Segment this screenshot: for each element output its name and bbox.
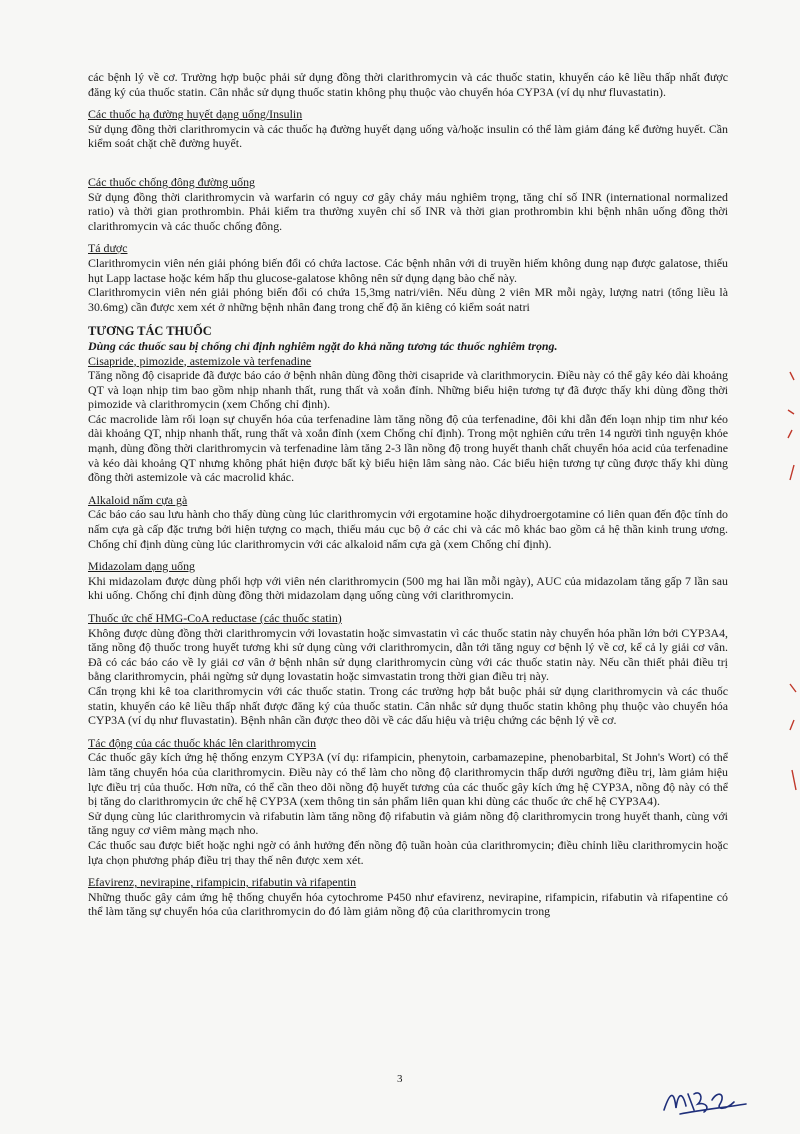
hmgcoa-section [88,611,728,728]
handwritten-signature [660,1080,750,1120]
ergot-section [88,493,728,551]
efavirenz-section [88,875,728,919]
paragraph: Không được dùng đồng thời clarithromycin với lovastatin hoặc simvastatin vì các thuốc statin này chuyển hóa phần lớn bởi CYP3A4, tăng nồng độ thuốc trong huyết tương khi sử dụng cùng với clarithromycin, dẫn tới tăng nguy cơ bệnh lý về cơ, kể cả ly giải cơ vân. Đã có các báo cáo về ly giải cơ vân ở bệnh nhân sử dụng clarithromycin cùng với các thuốc statin này. Nếu cần thiết phải điều trị bằng clarithromycin, phải ngừng sử dụng lovastatin hoặc simvastatin trong thời gian điều trị này. [88,625,728,684]
other-effects-section [88,736,728,867]
section-heading: Alkaloid nấm cựa gà [88,492,188,507]
paragraph: Sử dụng cùng lúc clarithromycin và rifabutin làm tăng nồng độ rifabutin và giảm nồng độ clarithromycin trong huyết thanh, cùng với tăng nguy cơ viêm màng mạch nho. [88,808,728,838]
section-heading: Các thuốc hạ đường huyết dạng uống/Insulin [88,107,303,122]
interactions-section [88,324,728,353]
margin-stamp-mark [782,370,798,490]
paragraph: Các báo cáo sau lưu hành cho thấy dùng cùng lúc clarithromycin với ergotamine hoặc dihydroergotamine có liên quan đến độc tính do nấm cựa gà cấp đặc trưng bởi hiện tượng co mạch, thiếu máu cục bộ ở các chi và các mô khác bao gồm cả hệ thần kinh trung ương. Chống chỉ định dùng cùng lúc clarithromycin với các alkaloid nấm cựa gà (xem Chống chỉ định). [88,507,728,551]
anticoagulant-section [88,175,728,233]
margin-stamp-mark [784,680,798,800]
section-heading: Các thuốc chống đông đường uống [88,174,255,189]
page-number: 3 [397,1073,403,1085]
sub-heading: Dùng các thuốc sau bị chống chỉ định nghiêm ngặt do khả năng tương tác thuốc nghiêm trọng. [88,338,558,353]
paragraph: Các macrolide làm rối loạn sự chuyển hóa của terfenadine làm tăng nồng độ của terfenadine, đôi khi dẫn đến loạn nhịp tim như kéo dài khoảng QT, nhịp nhanh thất, rung thất và xoắn đỉnh (xem Chống chỉ định). Trong một nghiên cứu trên 14 người tình nguyện khỏe mạnh, dùng đồng thời clarithromycin và terfenadine làm tăng 2-3 lần nồng độ trong huyết thanh chất chuyển hóa acid của terfenadine và kéo dài khoảng QT nhưng không phát hiện được bất kỳ biểu hiện lâm sàng nào. Các biểu hiện tương tự cũng được thấy khi dùng đồng thời astemizole và các macrolid khác. [88,411,728,485]
paragraph: Các thuốc gây kích ứng hệ thống enzym CYP3A (ví dụ: rifampicin, phenytoin, carbamazepine, phenobarbital, St John's Wort) có thể làm tăng chuyển hóa của clarithromycin. Điều này có thể làm cho nồng độ clarithromycin thấp dưới ngưỡng điều trị, làm giảm hiệu lực điều trị của thuốc. Hơn nữa, có thể cần theo dõi nồng độ huyết tương của các thuốc gây kích ứng hệ CYP3A, nồng độ này có thể bị tăng do clarithromycin ức chế hệ CYP3A (xem thông tin sản phẩm liên quan khi dùng các thuốc ức chế hệ CYP3A4). [88,750,728,809]
document-page [88,70,728,919]
statin-continued-section [88,70,728,99]
section-heading: Tá dược [88,241,128,256]
paragraph: Clarithromycin viên nén giải phóng biến đổi có chứa 15,3mg natri/viên. Nếu dùng 2 viên MR mỗi ngày, lượng natri (tổng liều là 30.6mg) cần được xem xét ở những bệnh nhân đang trong chế độ ăn kiêng có kiểm soát natri [88,285,728,314]
section-heading: Efavirenz, nevirapine, rifampicin, rifabutin và rifapentin [88,875,357,890]
paragraph: Tăng nồng độ cisapride đã được báo cáo ở bệnh nhân dùng đồng thời cisapride và clarithmorycin. Điều này có thể gây kéo dài khoảng QT và loạn nhịp tim bao gồm nhịp nhanh thất, rung thất và xoắn đỉnh. Những biểu hiện tương tự đã được thấy khi dùng đồng thời pimozide và clarithromycin (xem Chống chỉ định). [88,368,728,412]
paragraph: Sử dụng đồng thời clarithromycin và warfarin có nguy cơ gây chảy máu nghiêm trọng, tăng chỉ số INR (international normalized ratio) và thời gian prothrombin. Phải kiểm tra thường xuyên chỉ số INR và thời gian prothrombin khi bệnh nhân uống đồng thời clarithromycin và các thuốc chống đông. [88,189,728,233]
paragraph: Những thuốc gây cảm ứng hệ thống chuyển hóa cytochrome P450 như efavirenz, nevirapine, rifampicin, rifabutin và rifapentine có thể làm tăng sự chuyển hóa của clarithromycin do đó làm giảm nồng độ của clarithromycin trong [88,889,728,919]
paragraph: Sử dụng đồng thời clarithromycin và các thuốc hạ đường huyết dạng uống và/hoặc insulin có thể làm giảm đáng kể đường huyết. Cần kiểm soát chặt chẽ đường huyết. [88,121,728,151]
paragraph: Clarithromycin viên nén giải phóng biến đổi có chứa lactose. Các bệnh nhân với di truyền hiếm không dung nạp được galatose, thiếu hụt Lapp lactase hoặc kém hấp thu glucose-galatose không nên sử dụng dạng bào chế này. [88,255,728,285]
paragraph: Các thuốc sau được biết hoặc nghi ngờ có ảnh hưởng đến nồng độ tuần hoàn của clarithromycin; điều chỉnh liều clarithromycin hoặc lựa chọn phương pháp điều trị thay thế nên được xem xét. [88,837,728,867]
section-heading: Tác động của các thuốc khác lên clarithromycin [88,735,317,750]
section-heading: Thuốc ức chế HMG-CoA reductase (các thuốc statin) [88,611,342,625]
cisapride-section [88,354,728,485]
paragraph: Khi midazolam được dùng phối hợp với viên nén clarithromycin (500 mg hai lần mỗi ngày), AUC của midazolam tăng gấp 7 lần sau khi uống. Chống chỉ định dùng đồng thời midazolam dạng uống cùng với clarithromycin. [88,573,728,603]
main-heading: TƯƠNG TÁC THUỐC [88,324,212,339]
excipients-section [88,241,728,314]
paragraph: các bệnh lý về cơ. Trường hợp buộc phải sử dụng đồng thời clarithromycin và các thuốc statin, khuyến cáo kê liều thấp nhất được đăng ký của thuốc statin. Cân nhắc sử dụng thuốc statin không phụ thuộc vào chuyển hóa CYP3A (ví dụ như fluvastatin). [88,70,728,99]
section-heading: Cisapride, pimozide, astemizole và terfenadine [88,353,312,368]
midazolam-section [88,559,728,603]
paragraph: Cẩn trọng khi kê toa clarithromycin với các thuốc statin. Trong các trường hợp bắt buộc phải sử dụng clarithromycin và các thuốc statin, khuyến cáo kê liều thấp nhất được đăng ký của thuốc statin. Cân nhắc sử dụng thuốc statin không phụ thuộc vào chuyển hóa CYP3A (ví dụ như fluvastatin). Bệnh nhân cần được theo dõi về các dấu hiệu và triệu chứng các bệnh lý về cơ. [88,683,728,728]
section-heading: Midazolam dạng uống [88,559,195,574]
hypoglycemic-section [88,107,728,151]
